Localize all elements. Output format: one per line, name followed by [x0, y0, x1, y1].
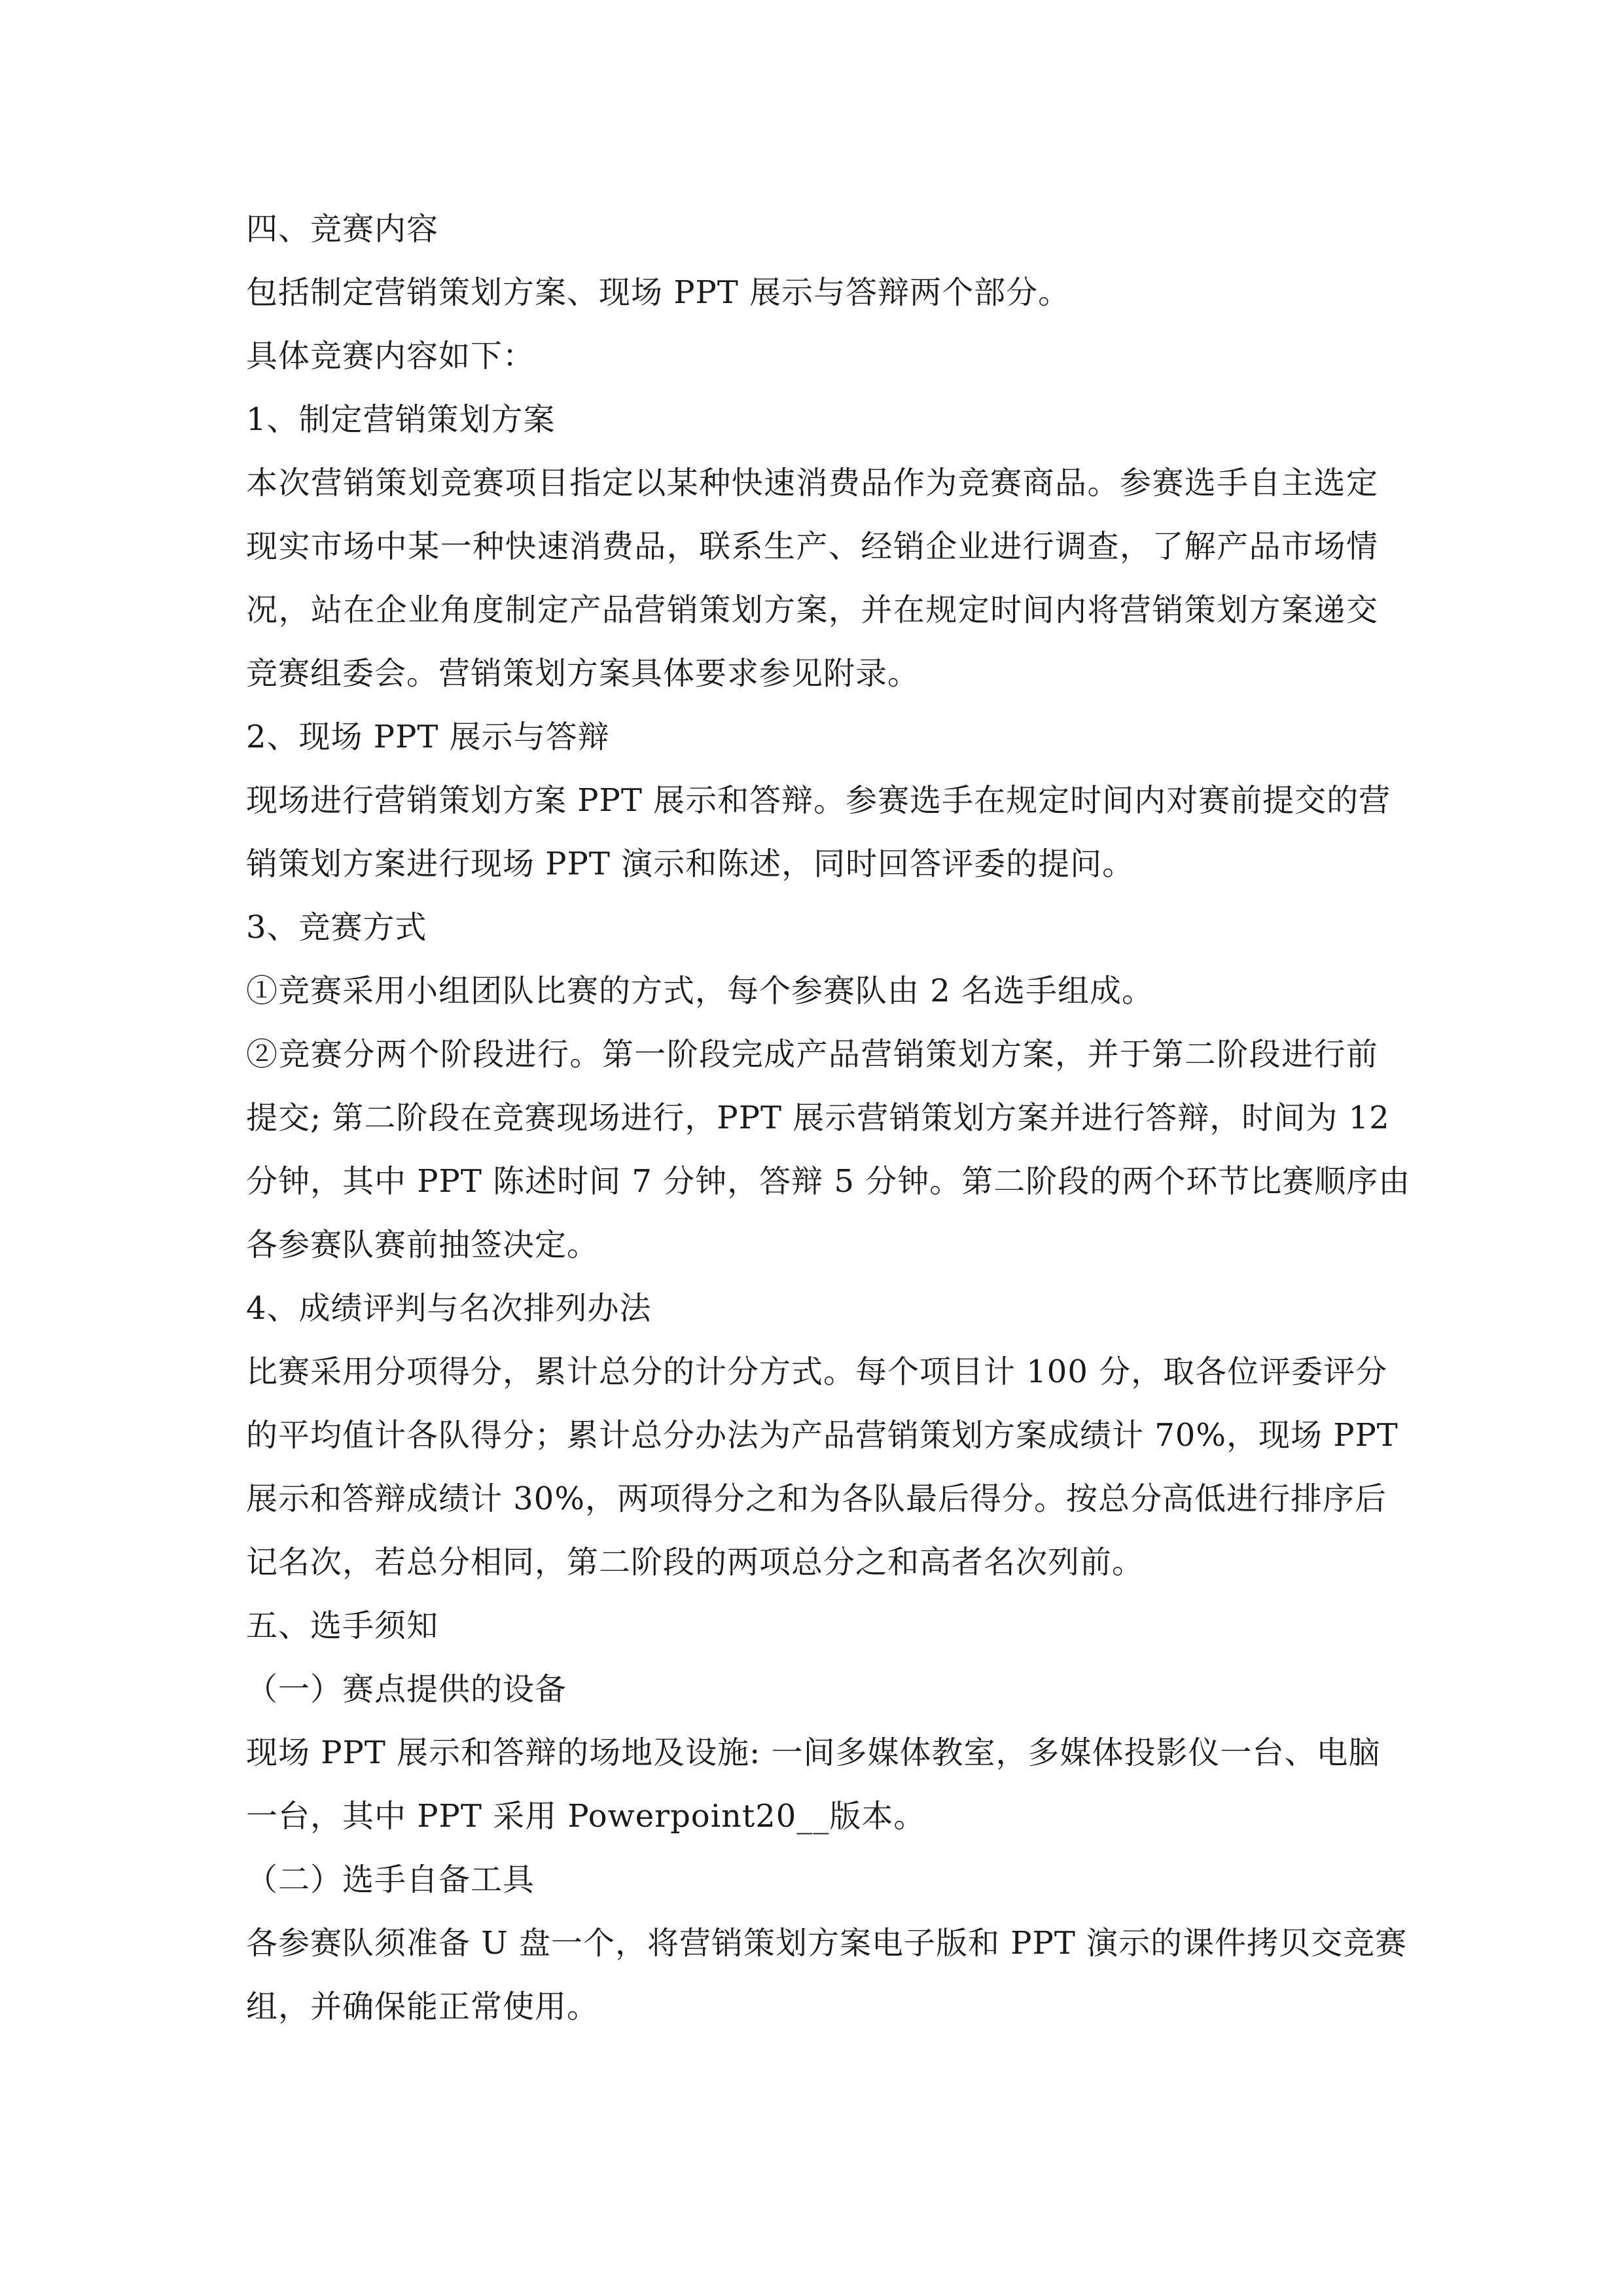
paragraph-line: 具体竞赛内容如下：: [246, 338, 535, 374]
paragraph-line: 现实市场中某一种快速消费品，联系生产、经销企业进行调查，了解产品市场情: [246, 528, 1378, 565]
paragraph-line: ②竞赛分两个阶段进行。第一阶段完成产品营销策划方案，并于第二阶段进行前: [246, 1036, 1378, 1073]
paragraph-line: 提交; 第二阶段在竞赛现场进行，PPT 展示营销策划方案并进行答辩，时间为 12: [246, 1100, 1390, 1136]
paragraph-line: 包括制定营销策划方案、现场 PPT 展示与答辩两个部分。: [246, 274, 1071, 311]
section-heading-contestant-notice: 五、选手须知: [246, 1607, 439, 1644]
subheading-self-prepared-tools: （二）选手自备工具: [246, 1861, 535, 1898]
paragraph-line: 现场 PPT 展示和答辩的场地及设施: 一间多媒体教室，多媒体投影仪一台、电脑: [246, 1734, 1381, 1771]
subheading-ppt-defense: 2、现场 PPT 展示与答辩: [246, 719, 610, 755]
subheading-marketing-plan: 1、制定营销策划方案: [246, 401, 556, 438]
paragraph-line: 比赛采用分项得分，累计总分的计分方式。每个项目计 100 分，取各位评委评分: [246, 1354, 1388, 1390]
section-heading-competition-content: 四、竞赛内容: [246, 211, 439, 247]
paragraph-line: 各参赛队须准备 U 盘一个，将营销策划方案电子版和 PPT 演示的课件拷贝交竞赛: [246, 1925, 1408, 1962]
subheading-scoring-ranking: 4、成绩评判与名次排列办法: [246, 1290, 652, 1327]
subheading-competition-format: 3、竞赛方式: [246, 909, 427, 946]
subheading-provided-equipment: （一）赛点提供的设备: [246, 1671, 567, 1708]
paragraph-line: 现场进行营销策划方案 PPT 展示和答辩。参赛选手在规定时间内对赛前提交的营: [246, 782, 1391, 819]
paragraph-line: 记名次，若总分相同，第二阶段的两项总分之和高者名次列前。: [246, 1544, 1145, 1581]
paragraph-line: 竞赛组委会。营销策划方案具体要求参见附录。: [246, 655, 920, 692]
paragraph-line: 一台，其中 PPT 采用 Powerpoint20__版本。: [246, 1798, 926, 1835]
paragraph-line: 组，并确保能正常使用。: [246, 1988, 599, 2025]
paragraph-line: 销策划方案进行现场 PPT 演示和陈述，同时回答评委的提问。: [246, 846, 1135, 882]
paragraph-line: 分钟，其中 PPT 陈述时间 7 分钟，答辩 5 分钟。第二阶段的两个环节比赛顺序由: [246, 1163, 1411, 1200]
paragraph-line: 本次营销策划竞赛项目指定以某种快速消费品作为竞赛商品。参赛选手自主选定: [246, 465, 1378, 501]
paragraph-line: ①竞赛采用小组团队比赛的方式，每个参赛队由 2 名选手组成。: [246, 973, 1154, 1009]
paragraph-line: 的平均值计各队得分；累计总分办法为产品营销策划方案成绩计 70%，现场 PPT: [246, 1417, 1399, 1454]
document-body: [246, 198, 1411, 2039]
paragraph-line: 况，站在企业角度制定产品营销策划方案，并在规定时间内将营销策划方案递交: [246, 592, 1378, 628]
paragraph-line: 各参赛队赛前抽签决定。: [246, 1227, 599, 1263]
paragraph-line: 展示和答辩成绩计 30%，两项得分之和为各队最后得分。按总分高低进行排序后: [246, 1480, 1387, 1517]
